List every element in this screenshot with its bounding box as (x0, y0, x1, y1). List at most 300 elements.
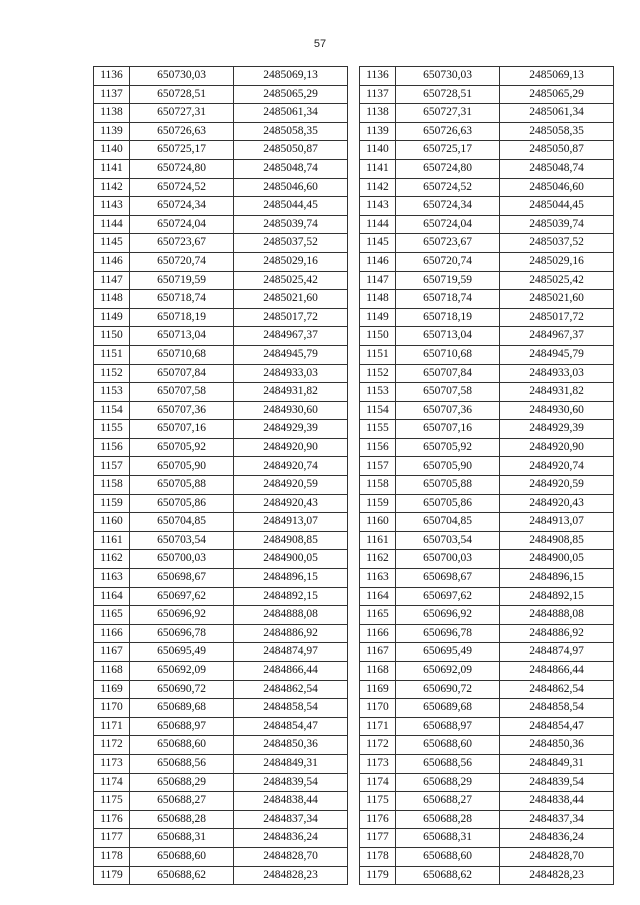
y-coordinate-cell: 2484837,34 (234, 810, 348, 829)
point-number-cell: 1171 (360, 717, 396, 736)
y-coordinate-cell: 2484888,08 (500, 606, 614, 625)
y-coordinate-cell: 2485029,16 (500, 252, 614, 271)
y-coordinate-cell: 2484892,15 (500, 587, 614, 606)
y-coordinate-cell: 2484931,82 (234, 383, 348, 402)
point-number-cell: 1171 (94, 717, 130, 736)
point-number-cell: 1139 (94, 122, 130, 141)
point-number-cell: 1170 (360, 699, 396, 718)
x-coordinate-cell: 650703,54 (396, 531, 500, 550)
point-number-cell: 1166 (360, 624, 396, 643)
point-number-cell: 1162 (360, 550, 396, 569)
y-coordinate-cell: 2485037,52 (500, 234, 614, 253)
x-coordinate-cell: 650696,78 (396, 624, 500, 643)
x-coordinate-cell: 650688,60 (396, 847, 500, 866)
table-row (94, 271, 348, 290)
point-number-cell: 1178 (94, 847, 130, 866)
y-coordinate-cell: 2484849,31 (500, 754, 614, 773)
point-number-cell: 1155 (94, 420, 130, 439)
x-coordinate-cell: 650688,97 (396, 717, 500, 736)
y-coordinate-cell: 2484866,44 (500, 662, 614, 681)
point-number-cell: 1146 (94, 252, 130, 271)
table-row (360, 420, 614, 439)
table-row (360, 662, 614, 681)
table-row (360, 215, 614, 234)
x-coordinate-cell: 650724,04 (396, 215, 500, 234)
y-coordinate-cell: 2484828,70 (234, 847, 348, 866)
point-number-cell: 1140 (360, 141, 396, 160)
y-coordinate-cell: 2484886,92 (234, 624, 348, 643)
point-number-cell: 1151 (360, 345, 396, 364)
y-coordinate-cell: 2484929,39 (500, 420, 614, 439)
x-coordinate-cell: 650689,68 (396, 699, 500, 718)
table-row (94, 773, 348, 792)
table-row (94, 122, 348, 141)
table-row (94, 754, 348, 773)
y-coordinate-cell: 2484850,36 (234, 736, 348, 755)
point-number-cell: 1142 (94, 178, 130, 197)
y-coordinate-cell: 2484892,15 (234, 587, 348, 606)
point-number-cell: 1145 (360, 234, 396, 253)
table-row (360, 829, 614, 848)
y-coordinate-cell: 2484920,43 (234, 494, 348, 513)
point-number-cell: 1179 (94, 866, 130, 885)
table-row (94, 364, 348, 383)
table-row (94, 624, 348, 643)
y-coordinate-cell: 2484896,15 (234, 569, 348, 588)
x-coordinate-cell: 650703,54 (130, 531, 234, 550)
y-coordinate-cell: 2485048,74 (500, 159, 614, 178)
table-row (360, 513, 614, 532)
table-row (360, 736, 614, 755)
point-number-cell: 1157 (360, 457, 396, 476)
y-coordinate-cell: 2485069,13 (234, 67, 348, 86)
point-number-cell: 1161 (360, 531, 396, 550)
x-coordinate-cell: 650695,49 (130, 643, 234, 662)
x-coordinate-cell: 650688,60 (130, 736, 234, 755)
x-coordinate-cell: 650719,59 (130, 271, 234, 290)
x-coordinate-cell: 650724,04 (130, 215, 234, 234)
point-number-cell: 1150 (94, 327, 130, 346)
table-row (360, 569, 614, 588)
x-coordinate-cell: 650696,92 (396, 606, 500, 625)
x-coordinate-cell: 650727,31 (396, 104, 500, 123)
x-coordinate-cell: 650707,36 (396, 401, 500, 420)
y-coordinate-cell: 2484908,85 (234, 531, 348, 550)
point-number-cell: 1137 (94, 85, 130, 104)
x-coordinate-cell: 650725,17 (130, 141, 234, 160)
point-number-cell: 1155 (360, 420, 396, 439)
x-coordinate-cell: 650696,92 (130, 606, 234, 625)
table-row (94, 736, 348, 755)
y-coordinate-cell: 2484920,74 (500, 457, 614, 476)
x-coordinate-cell: 650688,28 (396, 810, 500, 829)
point-number-cell: 1167 (360, 643, 396, 662)
y-coordinate-cell: 2484920,43 (500, 494, 614, 513)
point-number-cell: 1169 (94, 680, 130, 699)
y-coordinate-cell: 2484908,85 (500, 531, 614, 550)
x-coordinate-cell: 650692,09 (130, 662, 234, 681)
y-coordinate-cell: 2484886,92 (500, 624, 614, 643)
y-coordinate-cell: 2484913,07 (234, 513, 348, 532)
point-number-cell: 1167 (94, 643, 130, 662)
y-coordinate-cell: 2484920,74 (234, 457, 348, 476)
point-number-cell: 1140 (94, 141, 130, 160)
table-row (94, 141, 348, 160)
y-coordinate-cell: 2484839,54 (234, 773, 348, 792)
table-row (94, 606, 348, 625)
y-coordinate-cell: 2484836,24 (234, 829, 348, 848)
point-number-cell: 1165 (94, 606, 130, 625)
x-coordinate-cell: 650718,19 (130, 308, 234, 327)
table-row (360, 327, 614, 346)
table-row (94, 197, 348, 216)
point-number-cell: 1149 (94, 308, 130, 327)
y-coordinate-cell: 2484967,37 (500, 327, 614, 346)
point-number-cell: 1143 (360, 197, 396, 216)
point-number-cell: 1163 (94, 569, 130, 588)
y-coordinate-cell: 2484828,23 (234, 866, 348, 885)
point-number-cell: 1154 (94, 401, 130, 420)
x-coordinate-cell: 650688,28 (130, 810, 234, 829)
x-coordinate-cell: 650707,16 (130, 420, 234, 439)
x-coordinate-cell: 650728,51 (396, 85, 500, 104)
coordinates-table-right (359, 66, 614, 885)
table-row (94, 104, 348, 123)
point-number-cell: 1147 (360, 271, 396, 290)
table-row (360, 680, 614, 699)
y-coordinate-cell: 2485044,45 (234, 197, 348, 216)
y-coordinate-cell: 2484858,54 (500, 699, 614, 718)
y-coordinate-cell: 2485021,60 (500, 290, 614, 309)
x-coordinate-cell: 650688,62 (130, 866, 234, 885)
point-number-cell: 1137 (360, 85, 396, 104)
x-coordinate-cell: 650705,90 (396, 457, 500, 476)
x-coordinate-cell: 650688,27 (396, 792, 500, 811)
x-coordinate-cell: 650688,29 (130, 773, 234, 792)
point-number-cell: 1161 (94, 531, 130, 550)
table-row (360, 624, 614, 643)
x-coordinate-cell: 650725,17 (396, 141, 500, 160)
x-coordinate-cell: 650707,58 (130, 383, 234, 402)
point-number-cell: 1136 (360, 67, 396, 86)
y-coordinate-cell: 2484920,90 (500, 438, 614, 457)
point-number-cell: 1160 (360, 513, 396, 532)
x-coordinate-cell: 650696,78 (130, 624, 234, 643)
y-coordinate-cell: 2484837,34 (500, 810, 614, 829)
y-coordinate-cell: 2484866,44 (234, 662, 348, 681)
y-coordinate-cell: 2484930,60 (500, 401, 614, 420)
x-coordinate-cell: 650707,16 (396, 420, 500, 439)
y-coordinate-cell: 2485069,13 (500, 67, 614, 86)
y-coordinate-cell: 2484933,03 (500, 364, 614, 383)
y-coordinate-cell: 2485044,45 (500, 197, 614, 216)
x-coordinate-cell: 650707,36 (130, 401, 234, 420)
point-number-cell: 1179 (360, 866, 396, 885)
point-number-cell: 1144 (360, 215, 396, 234)
table-row (94, 829, 348, 848)
y-coordinate-cell: 2484920,59 (500, 476, 614, 495)
x-coordinate-cell: 650718,74 (396, 290, 500, 309)
point-number-cell: 1154 (360, 401, 396, 420)
x-coordinate-cell: 650690,72 (130, 680, 234, 699)
table-row (360, 197, 614, 216)
point-number-cell: 1148 (94, 290, 130, 309)
page-number: 57 (313, 38, 327, 50)
x-coordinate-cell: 650705,88 (130, 476, 234, 495)
point-number-cell: 1168 (94, 662, 130, 681)
x-coordinate-cell: 650705,86 (130, 494, 234, 513)
x-coordinate-cell: 650698,67 (396, 569, 500, 588)
x-coordinate-cell: 650705,90 (130, 457, 234, 476)
y-coordinate-cell: 2485050,87 (234, 141, 348, 160)
y-coordinate-cell: 2485048,74 (234, 159, 348, 178)
table-row (94, 67, 348, 86)
table-row (94, 290, 348, 309)
point-number-cell: 1158 (360, 476, 396, 495)
y-coordinate-cell: 2485017,72 (500, 308, 614, 327)
x-coordinate-cell: 650707,84 (396, 364, 500, 383)
y-coordinate-cell: 2485065,29 (234, 85, 348, 104)
y-coordinate-cell: 2485058,35 (500, 122, 614, 141)
table-row (360, 383, 614, 402)
point-number-cell: 1152 (360, 364, 396, 383)
point-number-cell: 1150 (360, 327, 396, 346)
table-row (360, 178, 614, 197)
table-row (360, 699, 614, 718)
x-coordinate-cell: 650698,67 (130, 569, 234, 588)
table-row (360, 587, 614, 606)
table-row (94, 550, 348, 569)
y-coordinate-cell: 2484945,79 (234, 345, 348, 364)
table-row (360, 159, 614, 178)
y-coordinate-cell: 2485061,34 (234, 104, 348, 123)
table-row (94, 401, 348, 420)
y-coordinate-cell: 2485017,72 (234, 308, 348, 327)
table-row (94, 327, 348, 346)
y-coordinate-cell: 2485025,42 (500, 271, 614, 290)
point-number-cell: 1156 (360, 438, 396, 457)
point-number-cell: 1160 (94, 513, 130, 532)
table-row (360, 234, 614, 253)
table-row (94, 308, 348, 327)
x-coordinate-cell: 650692,09 (396, 662, 500, 681)
x-coordinate-cell: 650710,68 (396, 345, 500, 364)
point-number-cell: 1176 (94, 810, 130, 829)
point-number-cell: 1173 (94, 754, 130, 773)
x-coordinate-cell: 650728,51 (130, 85, 234, 104)
x-coordinate-cell: 650710,68 (130, 345, 234, 364)
x-coordinate-cell: 650730,03 (396, 67, 500, 86)
table-row (360, 401, 614, 420)
x-coordinate-cell: 650688,31 (130, 829, 234, 848)
x-coordinate-cell: 650713,04 (396, 327, 500, 346)
x-coordinate-cell: 650723,67 (130, 234, 234, 253)
y-coordinate-cell: 2484839,54 (500, 773, 614, 792)
x-coordinate-cell: 650688,60 (396, 736, 500, 755)
point-number-cell: 1149 (360, 308, 396, 327)
table-row (94, 438, 348, 457)
y-coordinate-cell: 2484838,44 (500, 792, 614, 811)
x-coordinate-cell: 650705,86 (396, 494, 500, 513)
table-row (360, 476, 614, 495)
table-row (360, 847, 614, 866)
point-number-cell: 1162 (94, 550, 130, 569)
point-number-cell: 1176 (360, 810, 396, 829)
point-number-cell: 1175 (94, 792, 130, 811)
table-row (360, 717, 614, 736)
x-coordinate-cell: 650705,88 (396, 476, 500, 495)
table-row (94, 587, 348, 606)
table-row (94, 847, 348, 866)
x-coordinate-cell: 650720,74 (396, 252, 500, 271)
y-coordinate-cell: 2484858,54 (234, 699, 348, 718)
y-coordinate-cell: 2484874,97 (500, 643, 614, 662)
table-row (94, 792, 348, 811)
point-number-cell: 1138 (94, 104, 130, 123)
table-row (94, 531, 348, 550)
y-coordinate-cell: 2484862,54 (500, 680, 614, 699)
point-number-cell: 1174 (360, 773, 396, 792)
table-row (94, 178, 348, 197)
point-number-cell: 1136 (94, 67, 130, 86)
y-coordinate-cell: 2484929,39 (234, 420, 348, 439)
table-row (94, 699, 348, 718)
x-coordinate-cell: 650697,62 (396, 587, 500, 606)
x-coordinate-cell: 650705,92 (396, 438, 500, 457)
y-coordinate-cell: 2484920,59 (234, 476, 348, 495)
point-number-cell: 1153 (94, 383, 130, 402)
y-coordinate-cell: 2484920,90 (234, 438, 348, 457)
table-row (94, 345, 348, 364)
y-coordinate-cell: 2485039,74 (500, 215, 614, 234)
point-number-cell: 1173 (360, 754, 396, 773)
point-number-cell: 1166 (94, 624, 130, 643)
table-row (360, 271, 614, 290)
point-number-cell: 1172 (94, 736, 130, 755)
y-coordinate-cell: 2484854,47 (234, 717, 348, 736)
table-row (360, 122, 614, 141)
point-number-cell: 1139 (360, 122, 396, 141)
point-number-cell: 1144 (94, 215, 130, 234)
table-row (94, 717, 348, 736)
x-coordinate-cell: 650695,49 (396, 643, 500, 662)
point-number-cell: 1151 (94, 345, 130, 364)
x-coordinate-cell: 650705,92 (130, 438, 234, 457)
table-row (360, 773, 614, 792)
point-number-cell: 1152 (94, 364, 130, 383)
table-row (94, 866, 348, 885)
y-coordinate-cell: 2484967,37 (234, 327, 348, 346)
x-coordinate-cell: 650690,72 (396, 680, 500, 699)
x-coordinate-cell: 650713,04 (130, 327, 234, 346)
table-row (94, 420, 348, 439)
point-number-cell: 1158 (94, 476, 130, 495)
table-row (360, 606, 614, 625)
x-coordinate-cell: 650688,31 (396, 829, 500, 848)
point-number-cell: 1172 (360, 736, 396, 755)
x-coordinate-cell: 650688,27 (130, 792, 234, 811)
table-row (360, 792, 614, 811)
y-coordinate-cell: 2484930,60 (234, 401, 348, 420)
point-number-cell: 1153 (360, 383, 396, 402)
x-coordinate-cell: 650689,68 (130, 699, 234, 718)
table-row (94, 252, 348, 271)
table-row (360, 290, 614, 309)
table-row (360, 252, 614, 271)
y-coordinate-cell: 2484849,31 (234, 754, 348, 773)
table-row (360, 494, 614, 513)
y-coordinate-cell: 2485029,16 (234, 252, 348, 271)
point-number-cell: 1168 (360, 662, 396, 681)
x-coordinate-cell: 650688,29 (396, 773, 500, 792)
point-number-cell: 1141 (360, 159, 396, 178)
y-coordinate-cell: 2484896,15 (500, 569, 614, 588)
point-number-cell: 1164 (94, 587, 130, 606)
point-number-cell: 1148 (360, 290, 396, 309)
table-row (360, 345, 614, 364)
y-coordinate-cell: 2484900,05 (234, 550, 348, 569)
y-coordinate-cell: 2484933,03 (234, 364, 348, 383)
point-number-cell: 1174 (94, 773, 130, 792)
x-coordinate-cell: 650719,59 (396, 271, 500, 290)
table-row (94, 215, 348, 234)
x-coordinate-cell: 650727,31 (130, 104, 234, 123)
table-row (360, 67, 614, 86)
point-number-cell: 1163 (360, 569, 396, 588)
table-row (94, 85, 348, 104)
y-coordinate-cell: 2485039,74 (234, 215, 348, 234)
y-coordinate-cell: 2485037,52 (234, 234, 348, 253)
table-row (94, 234, 348, 253)
table-row (94, 810, 348, 829)
y-coordinate-cell: 2484900,05 (500, 550, 614, 569)
table-row (360, 308, 614, 327)
y-coordinate-cell: 2484913,07 (500, 513, 614, 532)
point-number-cell: 1142 (360, 178, 396, 197)
table-row (360, 141, 614, 160)
table-row (360, 438, 614, 457)
x-coordinate-cell: 650707,84 (130, 364, 234, 383)
point-number-cell: 1169 (360, 680, 396, 699)
table-row (94, 569, 348, 588)
y-coordinate-cell: 2484888,08 (234, 606, 348, 625)
y-coordinate-cell: 2485050,87 (500, 141, 614, 160)
table-row (94, 680, 348, 699)
point-number-cell: 1177 (360, 829, 396, 848)
y-coordinate-cell: 2485046,60 (500, 178, 614, 197)
x-coordinate-cell: 650704,85 (130, 513, 234, 532)
x-coordinate-cell: 650688,60 (130, 847, 234, 866)
x-coordinate-cell: 650688,62 (396, 866, 500, 885)
y-coordinate-cell: 2484854,47 (500, 717, 614, 736)
y-coordinate-cell: 2484945,79 (500, 345, 614, 364)
table-row (94, 159, 348, 178)
y-coordinate-cell: 2484850,36 (500, 736, 614, 755)
x-coordinate-cell: 650720,74 (130, 252, 234, 271)
point-number-cell: 1170 (94, 699, 130, 718)
table-row (360, 754, 614, 773)
table-row (94, 513, 348, 532)
table-row (360, 457, 614, 476)
x-coordinate-cell: 650700,03 (396, 550, 500, 569)
point-number-cell: 1156 (94, 438, 130, 457)
x-coordinate-cell: 650688,97 (130, 717, 234, 736)
table-row (360, 810, 614, 829)
y-coordinate-cell: 2484828,23 (500, 866, 614, 885)
y-coordinate-cell: 2485061,34 (500, 104, 614, 123)
point-number-cell: 1146 (360, 252, 396, 271)
point-number-cell: 1159 (94, 494, 130, 513)
